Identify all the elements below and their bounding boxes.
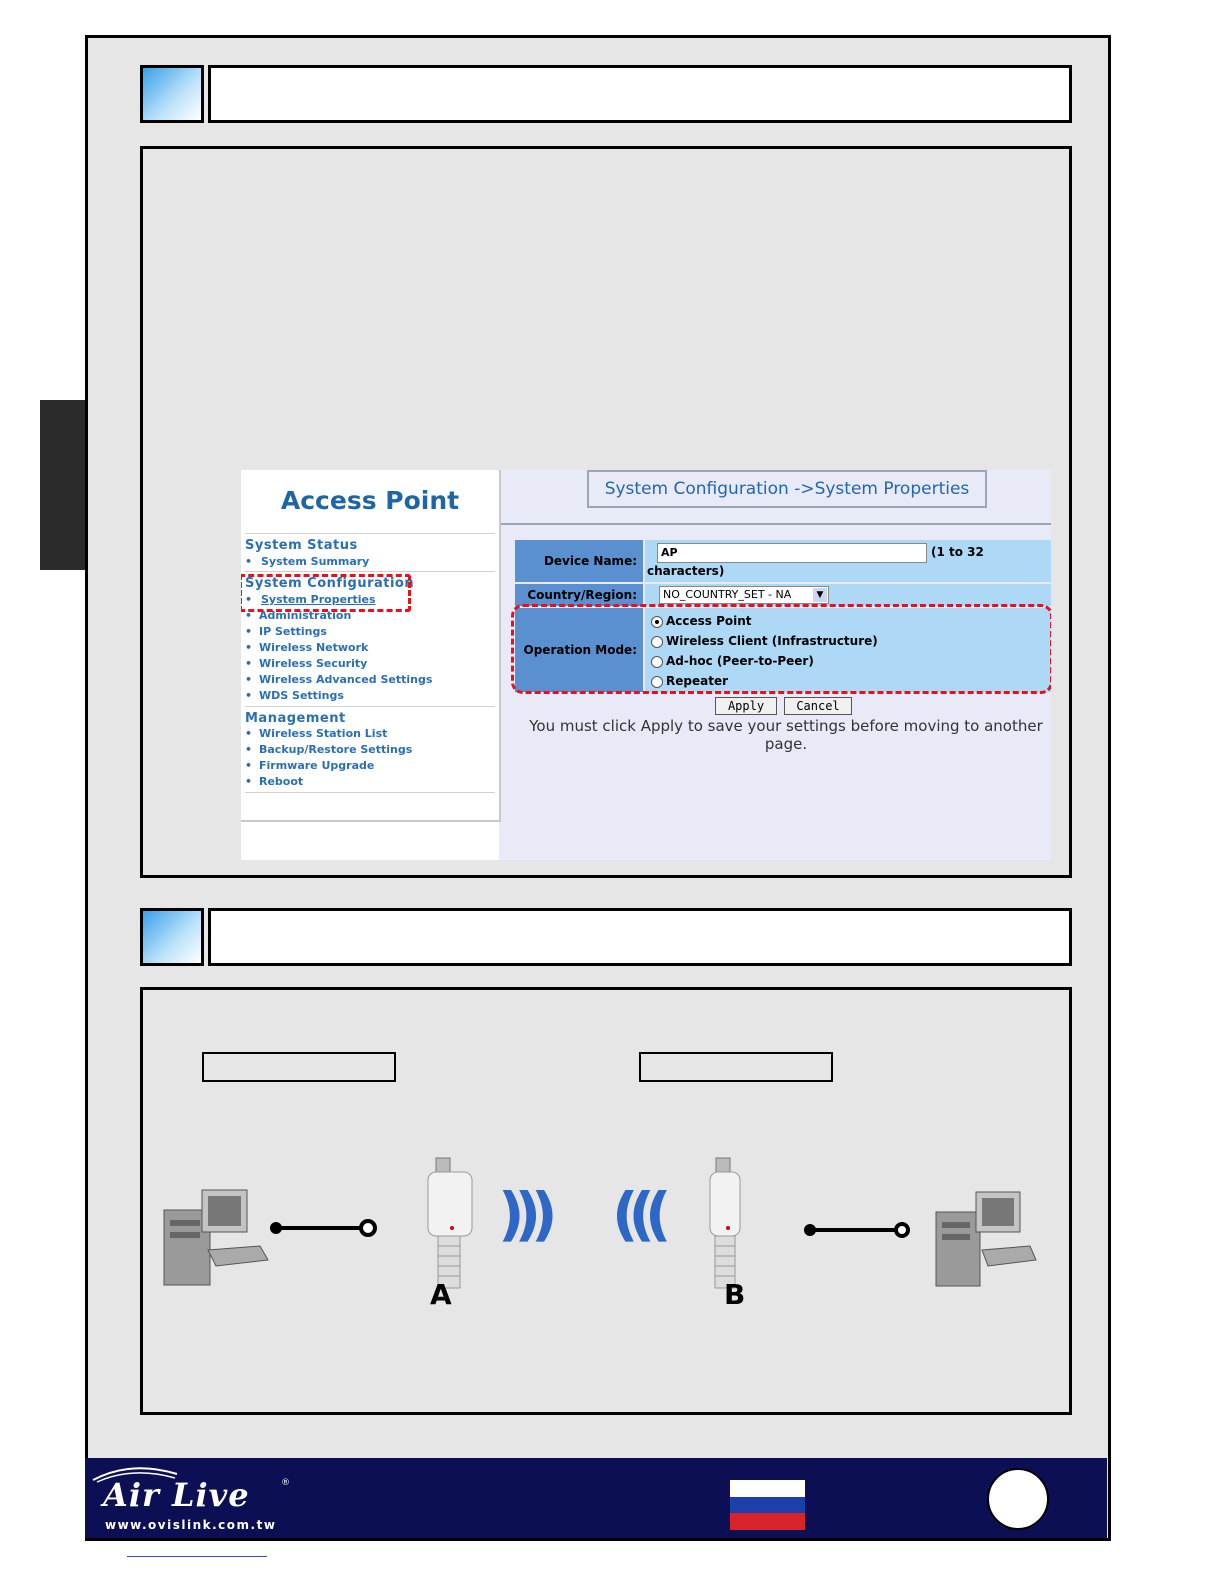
nav-administration[interactable]: • Administration	[245, 609, 352, 622]
nav-backup-restore[interactable]: • Backup/Restore Settings	[245, 743, 413, 756]
access-point-b-icon	[710, 1158, 740, 1288]
highlight-system-properties	[241, 574, 411, 612]
section-heading-config: System Configuration	[245, 576, 415, 591]
section-heading-management: Management	[245, 711, 346, 726]
nav-system-properties[interactable]: • System Properties	[245, 593, 376, 606]
label-box-a	[202, 1052, 396, 1082]
brand-logo: Air Live	[103, 1476, 250, 1514]
wireless-waves-right-icon: )))	[498, 1180, 548, 1248]
side-tab	[40, 400, 85, 570]
radio-wireless-client[interactable]: Wireless Client (Infrastructure)	[651, 634, 878, 648]
divider	[245, 792, 495, 793]
nav-wireless-network[interactable]: • Wireless Network	[245, 641, 369, 654]
operation-mode-label: Operation Mode:	[515, 608, 643, 692]
device-name-input[interactable]: AP	[657, 543, 927, 563]
flag-icon	[730, 1480, 805, 1530]
nav-system-summary[interactable]: • System Summary	[245, 555, 370, 568]
radio-access-point[interactable]: Access Point	[651, 614, 752, 628]
chevron-down-icon[interactable]: ▼	[813, 588, 827, 602]
device-name-label: Device Name:	[515, 540, 643, 582]
nav-wireless-advanced[interactable]: • Wireless Advanced Settings	[245, 673, 433, 686]
page-number-circle	[987, 1468, 1049, 1530]
country-cell	[645, 584, 1051, 606]
registered-icon: ®	[281, 1478, 290, 1488]
divider	[501, 523, 1051, 525]
device-name-hint-2: characters)	[647, 564, 725, 578]
nav-wireless-station-list[interactable]: • Wireless Station List	[245, 727, 388, 740]
apply-note: You must click Apply to save your settings before moving to another page.	[529, 717, 1043, 753]
apply-button[interactable]: Apply	[715, 697, 777, 715]
section-2-marker	[140, 908, 204, 966]
sidebar-footer	[241, 822, 499, 860]
country-select[interactable]: NO_COUNTRY_SET - NA ▼	[659, 586, 829, 604]
label-b: B	[724, 1278, 746, 1311]
breadcrumb: System Configuration ->System Properties	[587, 470, 987, 508]
nav-firmware-upgrade[interactable]: • Firmware Upgrade	[245, 759, 375, 772]
cable-left-icon	[270, 1221, 375, 1235]
embedded-screenshot	[241, 470, 1051, 860]
radio-repeater[interactable]: Repeater	[651, 674, 728, 688]
divider	[245, 533, 495, 534]
network-diagram	[150, 1150, 1050, 1320]
device-name-cell	[645, 540, 1051, 582]
divider	[245, 706, 495, 707]
radio-ad-hoc[interactable]: Ad-hoc (Peer-to-Peer)	[651, 654, 814, 668]
device-name-hint: (1 to 32	[931, 545, 984, 559]
country-label: Country/Region:	[515, 584, 643, 606]
section-2-title-bar	[208, 908, 1072, 966]
divider	[245, 571, 495, 572]
nav-reboot[interactable]: • Reboot	[245, 775, 304, 788]
label-a: A	[430, 1278, 452, 1311]
label-box-b	[639, 1052, 833, 1082]
section-heading-status: System Status	[245, 538, 358, 553]
nav-wireless-security[interactable]: • Wireless Security	[245, 657, 368, 670]
computer-left-icon	[164, 1190, 268, 1285]
wireless-waves-left-icon: (((	[612, 1180, 662, 1248]
cable-right-icon	[804, 1224, 908, 1236]
cancel-button[interactable]: Cancel	[784, 697, 852, 715]
screenshot-sidebar	[241, 470, 501, 822]
nav-wds-settings[interactable]: • WDS Settings	[245, 689, 344, 702]
access-point-a-icon	[428, 1158, 472, 1288]
footer	[85, 1458, 1107, 1538]
computer-right-icon	[936, 1192, 1036, 1286]
section-1-title-bar	[208, 65, 1072, 123]
section-1-marker	[140, 65, 204, 123]
bottom-underline	[127, 1556, 267, 1557]
sidebar-title: Access Point	[280, 486, 460, 515]
nav-ip-settings[interactable]: • IP Settings	[245, 625, 327, 638]
highlight-operation-mode	[511, 604, 1051, 694]
brand-url: www.ovislink.com.tw	[105, 1518, 277, 1532]
